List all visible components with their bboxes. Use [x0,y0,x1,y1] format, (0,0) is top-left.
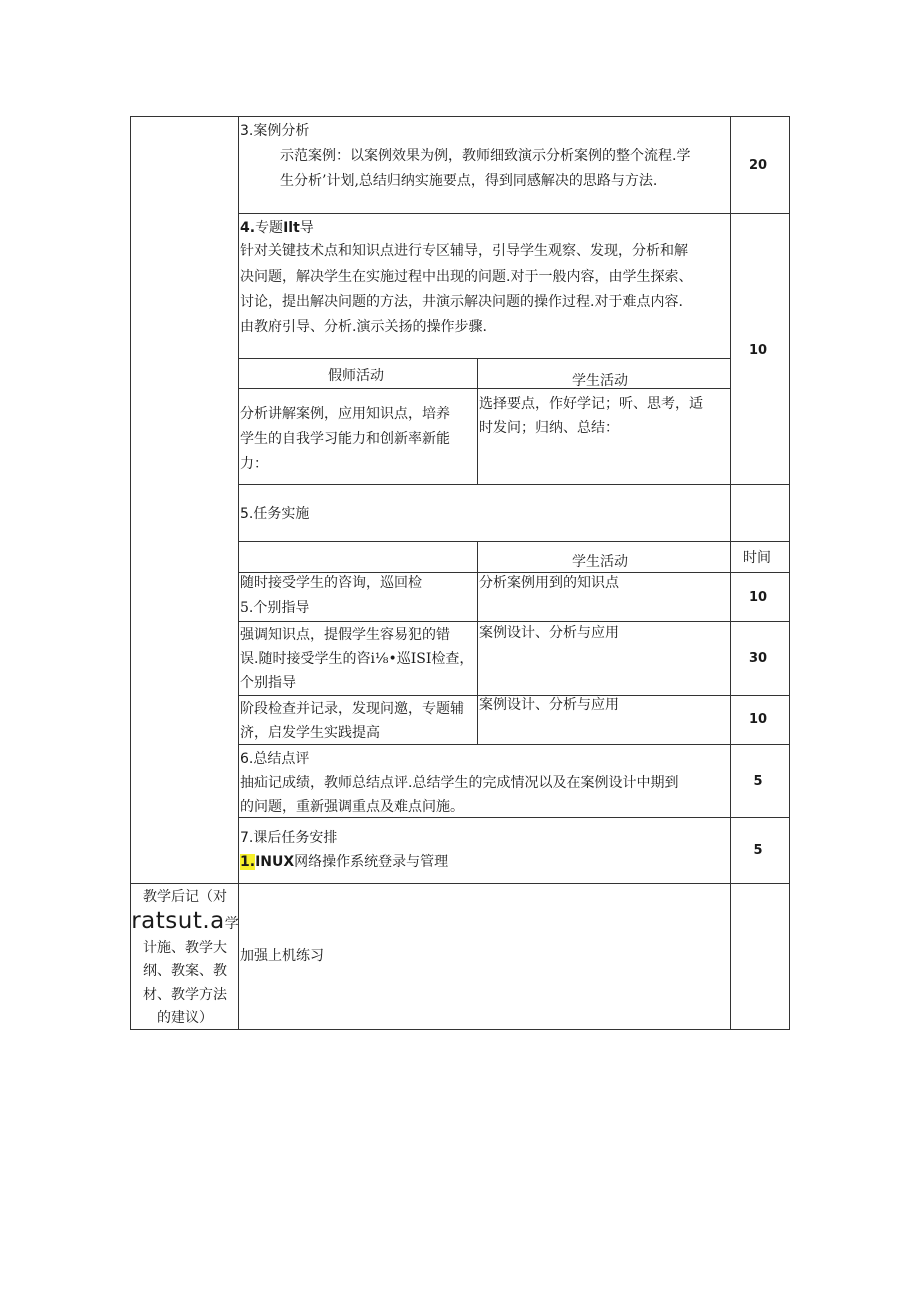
teacher-activity-line-3: 力： [240,456,268,472]
task-row-1-teacher-line-2: 5.个别指导 [240,600,310,616]
topic-guidance-line-1: 针对关键技术点和知识点进行专区辅导，引导学生观察、发现，分析和解 [240,243,688,259]
table-border-bottom [130,1029,790,1030]
time-column-divider [730,116,731,1030]
table-border-top [130,116,790,117]
case-analysis-line-1: 示范案例：以案例效果为例，教师细致演示分析案例的整个流程.学 [280,148,691,164]
topic-title-text: 专题 [255,220,284,236]
summary-title: 6.总结点评 [240,751,310,767]
teacher-activity-line-2: 学生的自我学习能力和创新率新能 [240,431,450,447]
task-row-2-teacher-line-2: 误.随时接受学生的咨i⅛•巡ISI检查， [240,651,474,667]
homework-title: 7.课后任务安排 [240,830,338,846]
row-sep-case [238,213,790,214]
topic-title-end: 导 [299,220,314,236]
row-sep-task-end [238,744,790,745]
postscript-label-line-2 [131,907,239,935]
task-row-1-teacher-line-1: 随时接受学生的咨询，巡回检 [240,575,422,591]
topic-subtable-header-bottom [238,388,730,389]
task-row-2-time: 30 [748,651,768,666]
homework-item-num: 1. [240,854,256,870]
postscript-label-line-4: 纲、教案、教 [143,963,227,979]
homework-item-prefix: INUX [255,854,295,870]
postscript-content: 加强上机练习 [240,948,324,964]
teacher-activity-line-1: 分析讲解案例，应用知识点，培养 [240,406,450,422]
topic-title-num: 4. [240,220,256,236]
task-row-3-teacher-line-1: 阶段检查并记录，发现问邀，专题辅 [240,701,464,717]
topic-guidance-line-2: 决问题，解决学生在实施过程中出现的问题.对于一般内容，由学生探索、 [240,269,693,285]
row-sep-task-header [238,541,790,542]
row-sep-topic [238,484,790,485]
task-row-3-teacher-line-2: 济，启发学生实践提高 [240,725,380,741]
postscript-label-xue: 学 [224,916,239,932]
topic-guidance-line-4: 由教府引导、分析.演示关扬的操作步骤. [240,319,487,335]
row-sep-task-row2 [238,621,790,622]
task-row-2-teacher-line-3: 个别指导 [240,675,296,691]
student-activity-header: 学生活动 [572,373,628,389]
task-row-1-student: 分析案例用到的知识点 [479,575,619,591]
task-student-header: 学生活动 [572,554,628,570]
homework-item [240,852,448,872]
summary-line-1: 抽疝记成绩，教师总结点评.总结学生的完成情况以及在案例设计中期到 [240,775,679,791]
summary-time: 5 [753,774,763,789]
postscript-label-line-5: 材、教学方法 [143,987,227,1003]
topic-guidance-title [240,218,314,238]
row-sep-summary [238,817,790,818]
topic-title-garbled: Ilt [283,220,300,236]
task-row-1-time: 10 [748,590,768,605]
student-activity-line-2: 时发问；归纳、总结： [479,420,619,436]
postscript-label-garbled: ratsut.a [131,908,225,934]
case-analysis-line-2: 生分析’计划,总结归纳实施要点，得到同感解决的思路与方法. [280,173,658,189]
table-border-right [789,116,790,1030]
task-row-3-student: 案例设计、分析与应用 [479,697,619,713]
case-analysis-time: 20 [748,158,768,173]
task-time-header: 时间 [743,550,771,566]
homework-item-text: 网络操作系统登录与管理 [294,854,449,870]
homework-time: 5 [753,843,763,858]
task-subtable-mid [477,541,478,744]
case-analysis-title: 3.案例分析 [240,123,310,139]
topic-guidance-time: 10 [748,343,768,358]
task-row-2-student: 案例设计、分析与应用 [479,625,619,641]
postscript-label-line-6: 的建议） [157,1010,213,1026]
task-row-2-teacher-line-1: 强调知识点，提假学生容易犯的错 [240,627,450,643]
summary-line-2: 的问题，重新强调重点及难点问施。 [240,799,464,815]
postscript-label-line-3: 计施、教学大 [143,940,227,956]
teacher-activity-header: 假师活动 [328,368,384,384]
task-implementation-title: 5.任务实施 [240,506,310,522]
student-activity-line-1: 选择要点，作好学记；听、思考，适 [479,396,703,412]
row-sep-homework [130,883,790,884]
postscript-label-line-1: 教学后记（对 [143,889,227,905]
task-row-3-time: 10 [748,712,768,727]
topic-subtable-top [238,358,730,359]
topic-guidance-line-3: 讨论，提出解决问题的方法，井演示解决问题的操作过程.对于难点内容. [240,294,683,310]
topic-subtable-mid [477,358,478,484]
